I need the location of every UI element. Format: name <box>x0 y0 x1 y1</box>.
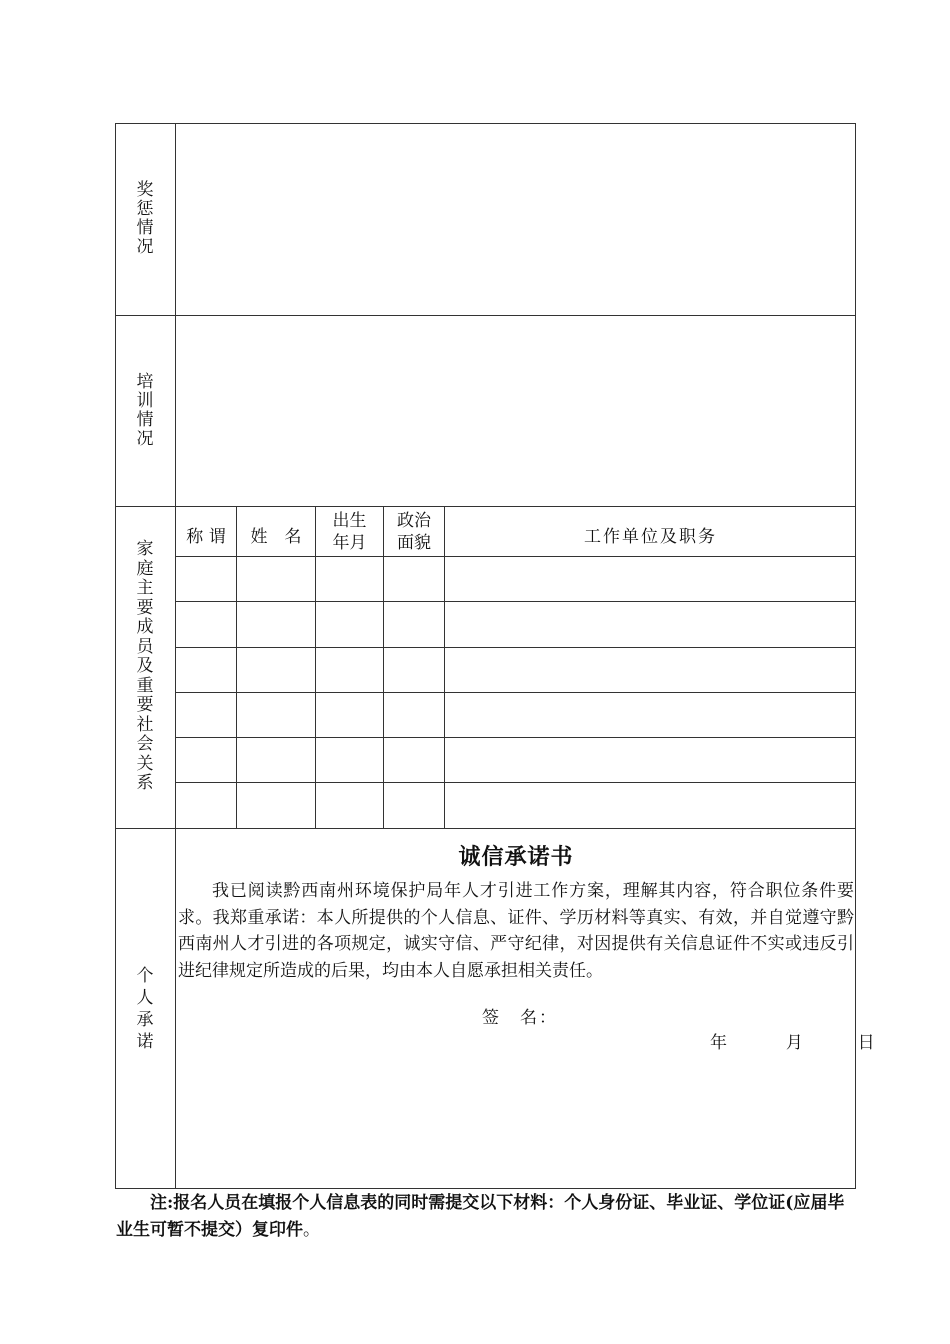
family-label-char: 及 <box>136 656 154 677</box>
training-label-char: 训 <box>136 390 154 411</box>
note-tail: 。 <box>303 1220 320 1240</box>
training-label-char: 培 <box>136 371 154 392</box>
family-col-line <box>315 506 316 828</box>
submission-note <box>116 1190 860 1244</box>
family-label-char: 家 <box>136 539 154 560</box>
family-label-char: 会 <box>136 734 154 755</box>
header-birth-line1: 出生 <box>332 511 367 531</box>
header-birth <box>316 510 383 554</box>
pledge-label-char: 诺 <box>136 1031 154 1052</box>
training-label-char: 况 <box>136 428 154 449</box>
family-label-char: 庭 <box>136 558 154 579</box>
signature-field[interactable] <box>560 1000 780 1026</box>
awards-label-char: 情 <box>136 218 154 238</box>
family-label-char: 关 <box>136 753 154 774</box>
pledge-label-char: 人 <box>136 987 154 1008</box>
header-relation: 称 谓 <box>186 527 226 547</box>
pledge-text: 我已阅读黔西南州环境保护局年人才引进工作方案，理解其内容，符合职位条件要求。我郑重承诺：本人所提供的个人信息、证件、学历材料等真实、有效，并自觉遵守黔西南州人才引进的各项规定，诚实守信、严守纪律，对因提供有关信息证件不实或违反引进纪律规定所造成的后果，均由本人自愿承担相关责任。 <box>178 881 854 981</box>
family-row-line <box>175 647 856 648</box>
family-label-char: 成 <box>136 617 154 638</box>
pledge-section-label <box>115 828 175 1189</box>
family-label-char: 员 <box>136 636 154 657</box>
family-row-line <box>175 601 856 602</box>
family-label-char: 系 <box>136 773 154 794</box>
family-row-line <box>175 782 856 783</box>
family-label-char: 要 <box>136 597 154 618</box>
family-label-char: 主 <box>136 578 154 599</box>
pledge-label-char: 承 <box>136 1009 154 1030</box>
awards-field[interactable] <box>176 124 855 314</box>
family-col-line <box>383 506 384 828</box>
date-day: 日 <box>857 1033 875 1053</box>
training-field[interactable] <box>176 316 855 505</box>
awards-label-char: 惩 <box>136 199 154 219</box>
header-politics-line2: 面貌 <box>397 533 431 553</box>
section-divider-training <box>115 506 856 507</box>
family-label-char: 重 <box>136 675 154 696</box>
family-col-line <box>444 506 445 828</box>
header-name: 姓 名 <box>250 527 302 547</box>
note-text: 注:报名人员在填报个人信息表的同时需提交以下材料：个人身份证、毕业证、学位证(应届毕业生可暂不提交）复印件 <box>116 1193 845 1240</box>
family-col-line <box>236 506 237 828</box>
header-politics-line1: 政治 <box>397 511 431 531</box>
awards-label-char: 奖 <box>136 180 154 200</box>
family-label-char: 社 <box>136 714 154 735</box>
family-row-line <box>175 692 856 693</box>
training-label-char: 情 <box>136 409 154 430</box>
family-label-char: 要 <box>136 695 154 716</box>
pledge-label-char: 个 <box>136 965 154 986</box>
date-year: 年 <box>710 1033 727 1053</box>
header-work: 工作单位及职务 <box>584 527 717 547</box>
header-politics <box>384 510 444 554</box>
family-header-bottom <box>175 556 856 557</box>
signature-label: 签 名： <box>482 1008 558 1028</box>
pledge-title: 诚信承诺书 <box>458 844 574 870</box>
awards-label-char: 况 <box>136 237 154 257</box>
date-month: 月 <box>785 1033 803 1053</box>
pledge-body <box>178 878 854 984</box>
header-birth-line2: 年月 <box>332 533 367 553</box>
date-line <box>710 1028 875 1053</box>
training-section-label <box>115 315 175 506</box>
awards-section-label <box>115 123 175 315</box>
section-divider-family <box>115 828 856 829</box>
family-row-line <box>175 737 856 738</box>
family-section-label <box>115 506 175 828</box>
